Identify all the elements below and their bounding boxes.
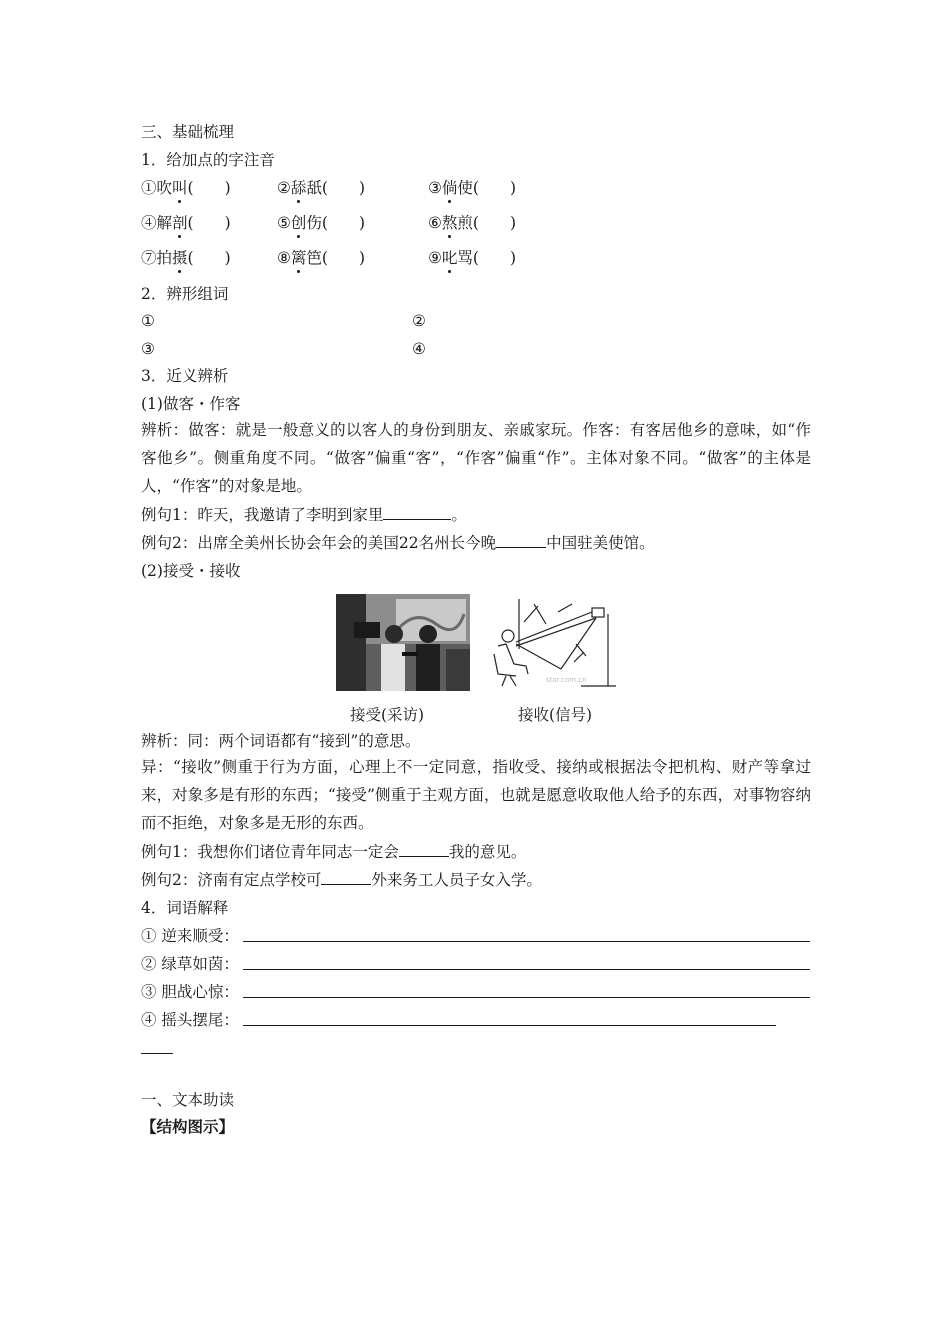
explain-item-1: ① 逆来顺受： [141, 927, 239, 945]
answer-line[interactable] [243, 1025, 776, 1026]
pinyin-item-2: ②舔舐( ) [277, 179, 366, 197]
question-title-synonym: 3．近义辨析 [141, 367, 229, 385]
answer-line[interactable] [243, 997, 810, 998]
pinyin-item-9: ⑨叱骂( ) [428, 249, 517, 267]
caption-receive: 接收(信号) [518, 706, 593, 724]
answer-line[interactable] [243, 969, 810, 970]
pinyin-item-8: ⑧篱笆( ) [277, 249, 366, 267]
interview-photo [336, 594, 470, 691]
synonym-1-title: (1)做客・作客 [141, 395, 241, 413]
synonym-1-example-1: 例句1：昨天，我邀请了李明到家里 。 [141, 506, 467, 524]
shape-mark-1: ① [141, 312, 155, 330]
pinyin-item-6: ⑥熬煎( ) [428, 214, 517, 232]
synonym-2-title: (2)接受・接收 [141, 562, 241, 580]
structure-title: 【结构图示】 [141, 1117, 235, 1136]
synonym-1-analysis: 辨析：做客：就是一般意义的以客人的身份到朋友、亲戚家玩。作客：有客居他乡的意味，如“作客他乡”。侧重角度不同。“做客”偏重“客”，“作客”偏重“作”。主体对象不同。“做客”的主体是人，“作客”的对象是地。 [141, 421, 811, 495]
explain-item-4: ④ 摇头摆尾： [141, 1011, 239, 1029]
divider [141, 1053, 173, 1054]
question-title-shape: 2．辨形组词 [141, 285, 229, 303]
answer-line[interactable] [243, 941, 810, 942]
explain-item-2: ② 绿草如茵： [141, 955, 239, 973]
section-title-reading: 一、文本助读 [141, 1091, 235, 1109]
signal-diagram [486, 594, 616, 692]
answer-blank[interactable] [496, 533, 546, 548]
answer-blank[interactable] [399, 842, 449, 857]
synonym-2-example-1: 例句1：我想你们诸位青年同志一定会 我的意见。 [141, 843, 527, 861]
section-title-basics: 三、基础梳理 [141, 123, 235, 141]
caption-accept: 接受(采访) [350, 706, 425, 724]
shape-mark-4: ④ [412, 340, 426, 358]
synonym-2-difference: 异：“接收”侧重于行为方面，心理上不一定同意，指收受、接纳或根据法令把机构、财产等拿过来，对象多是有形的东西；“接受”侧重于主观方面，也就是愿意收取他人给予的东西，对事物容纳而不拒绝，对象多是无形的东西。 [141, 758, 811, 832]
answer-blank[interactable] [383, 505, 451, 520]
answer-blank[interactable] [321, 870, 371, 885]
question-title-explain: 4．词语解释 [141, 899, 229, 917]
pinyin-item-3: ③倘使( ) [428, 179, 517, 197]
synonym-2-same: 辨析：同：两个词语都有“接到”的意思。 [141, 732, 421, 750]
watermark-text: stor.com.cn [546, 676, 587, 684]
shape-mark-2: ② [412, 312, 426, 330]
pinyin-item-5: ⑤创伤( ) [277, 214, 366, 232]
shape-mark-3: ③ [141, 340, 155, 358]
question-title-pinyin: 1．给加点的字注音 [141, 151, 275, 169]
pinyin-item-4: ④解剖( ) [141, 214, 231, 232]
synonym-1-example-2: 例句2：出席全美州长协会年会的美国22名州长今晚 中国驻美使馆。 [141, 534, 655, 552]
pinyin-item-7: ⑦拍摄( ) [141, 249, 231, 267]
explain-item-3: ③ 胆战心惊： [141, 983, 239, 1001]
synonym-2-example-2: 例句2：济南有定点学校可 外来务工人员子女入学。 [141, 871, 542, 889]
pinyin-item-1: ①吹叫( ) [141, 179, 231, 197]
